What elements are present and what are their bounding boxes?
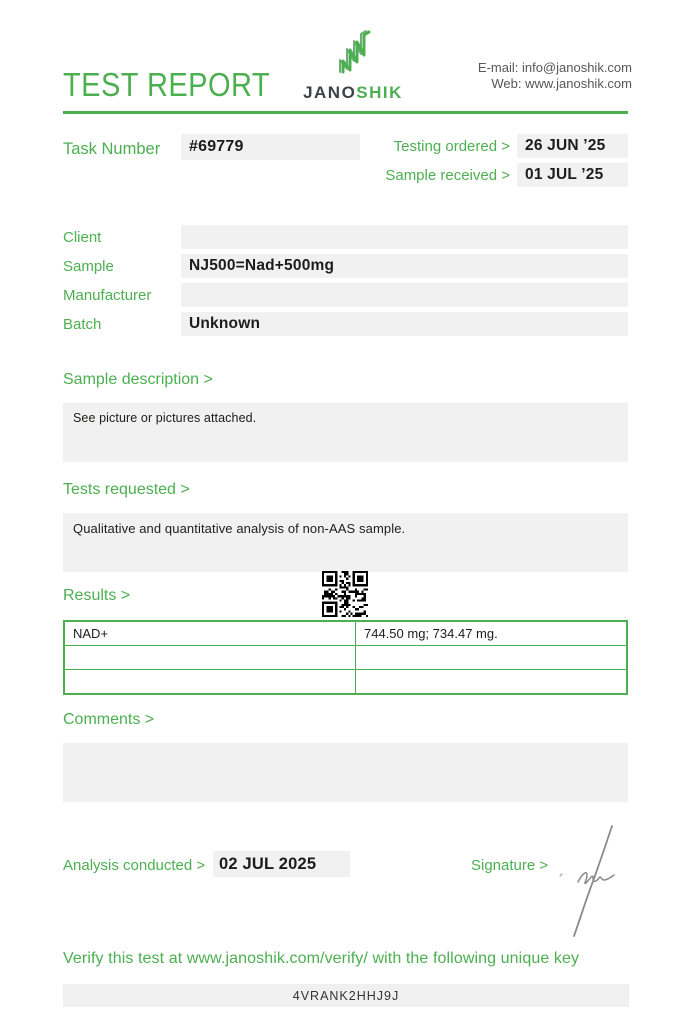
result-analyte (64, 646, 356, 670)
signature-image (558, 818, 630, 947)
logo-text-shik: SHIK (356, 83, 403, 102)
task-number-value: #69779 (189, 138, 244, 155)
unique-key-value: 4VRANK2HHJ9J (292, 988, 400, 1003)
results-row (64, 621, 627, 646)
sample-description-text: See picture or pictures attached. (73, 411, 257, 425)
task-number-label: Task Number (63, 140, 161, 158)
testing-ordered-value: 26 JUN ’25 (525, 137, 606, 154)
sample-description-box (63, 403, 628, 462)
tests-requested-label: Tests requested > (63, 481, 190, 498)
trend-chart-icon (326, 63, 380, 80)
testing-ordered-box (517, 134, 628, 158)
unique-key-box (63, 984, 629, 1007)
batch-value: Unknown (189, 315, 261, 332)
result-analyte (64, 670, 356, 695)
sample-label: Sample (63, 258, 114, 275)
comments-box (63, 743, 628, 802)
logo-text-jano: JANO (303, 83, 357, 102)
tests-requested-box (63, 513, 628, 572)
analysis-conducted-label: Analysis conducted > (63, 857, 206, 874)
batch-label: Batch (63, 316, 102, 333)
contact-web: Web: www.janoshik.com (491, 76, 632, 91)
manufacturer-label: Manufacturer (63, 287, 152, 304)
client-label: Client (63, 229, 102, 246)
manufacturer-value-box (181, 283, 628, 307)
sample-received-row (380, 163, 628, 187)
results-row (64, 670, 627, 695)
analysis-conducted-box (213, 851, 350, 877)
page-title: TEST REPORT (63, 66, 271, 103)
qr-code (322, 571, 368, 617)
contact-block (478, 60, 632, 92)
sample-value-box (181, 254, 628, 278)
result-value (356, 646, 628, 670)
header-divider (63, 111, 628, 114)
sample-received-value: 01 JUL ’25 (525, 166, 604, 183)
results-row (64, 646, 627, 670)
results-label: Results > (63, 587, 131, 604)
sample-received-label: Sample received > (385, 166, 510, 184)
analysis-conducted-value: 02 JUL 2025 (219, 854, 317, 873)
results-table (63, 620, 628, 695)
testing-ordered-row (380, 134, 628, 158)
signature-label: Signature > (471, 857, 549, 874)
sample-received-box (517, 163, 628, 187)
batch-value-box (181, 312, 628, 336)
result-value: 744.50 mg; 734.47 mg. (356, 621, 628, 646)
comments-label: Comments > (63, 711, 155, 728)
result-value (356, 670, 628, 695)
result-analyte: NAD+ (64, 621, 356, 646)
logo (300, 30, 406, 103)
testing-ordered-label: Testing ordered > (393, 137, 510, 155)
client-value-box (181, 225, 628, 249)
verify-text: Verify this test at www.janoshik.com/verify/ with the following unique key (63, 950, 580, 967)
contact-email: E-mail: info@janoshik.com (477, 60, 632, 75)
logo-wordmark (300, 83, 406, 103)
sample-value: NJ500=Nad+500mg (189, 257, 335, 274)
task-number-value-box (181, 134, 360, 160)
tests-requested-text: Qualitative and quantitative analysis of non-AAS sample. (73, 521, 406, 536)
sample-description-label: Sample description > (63, 371, 213, 388)
